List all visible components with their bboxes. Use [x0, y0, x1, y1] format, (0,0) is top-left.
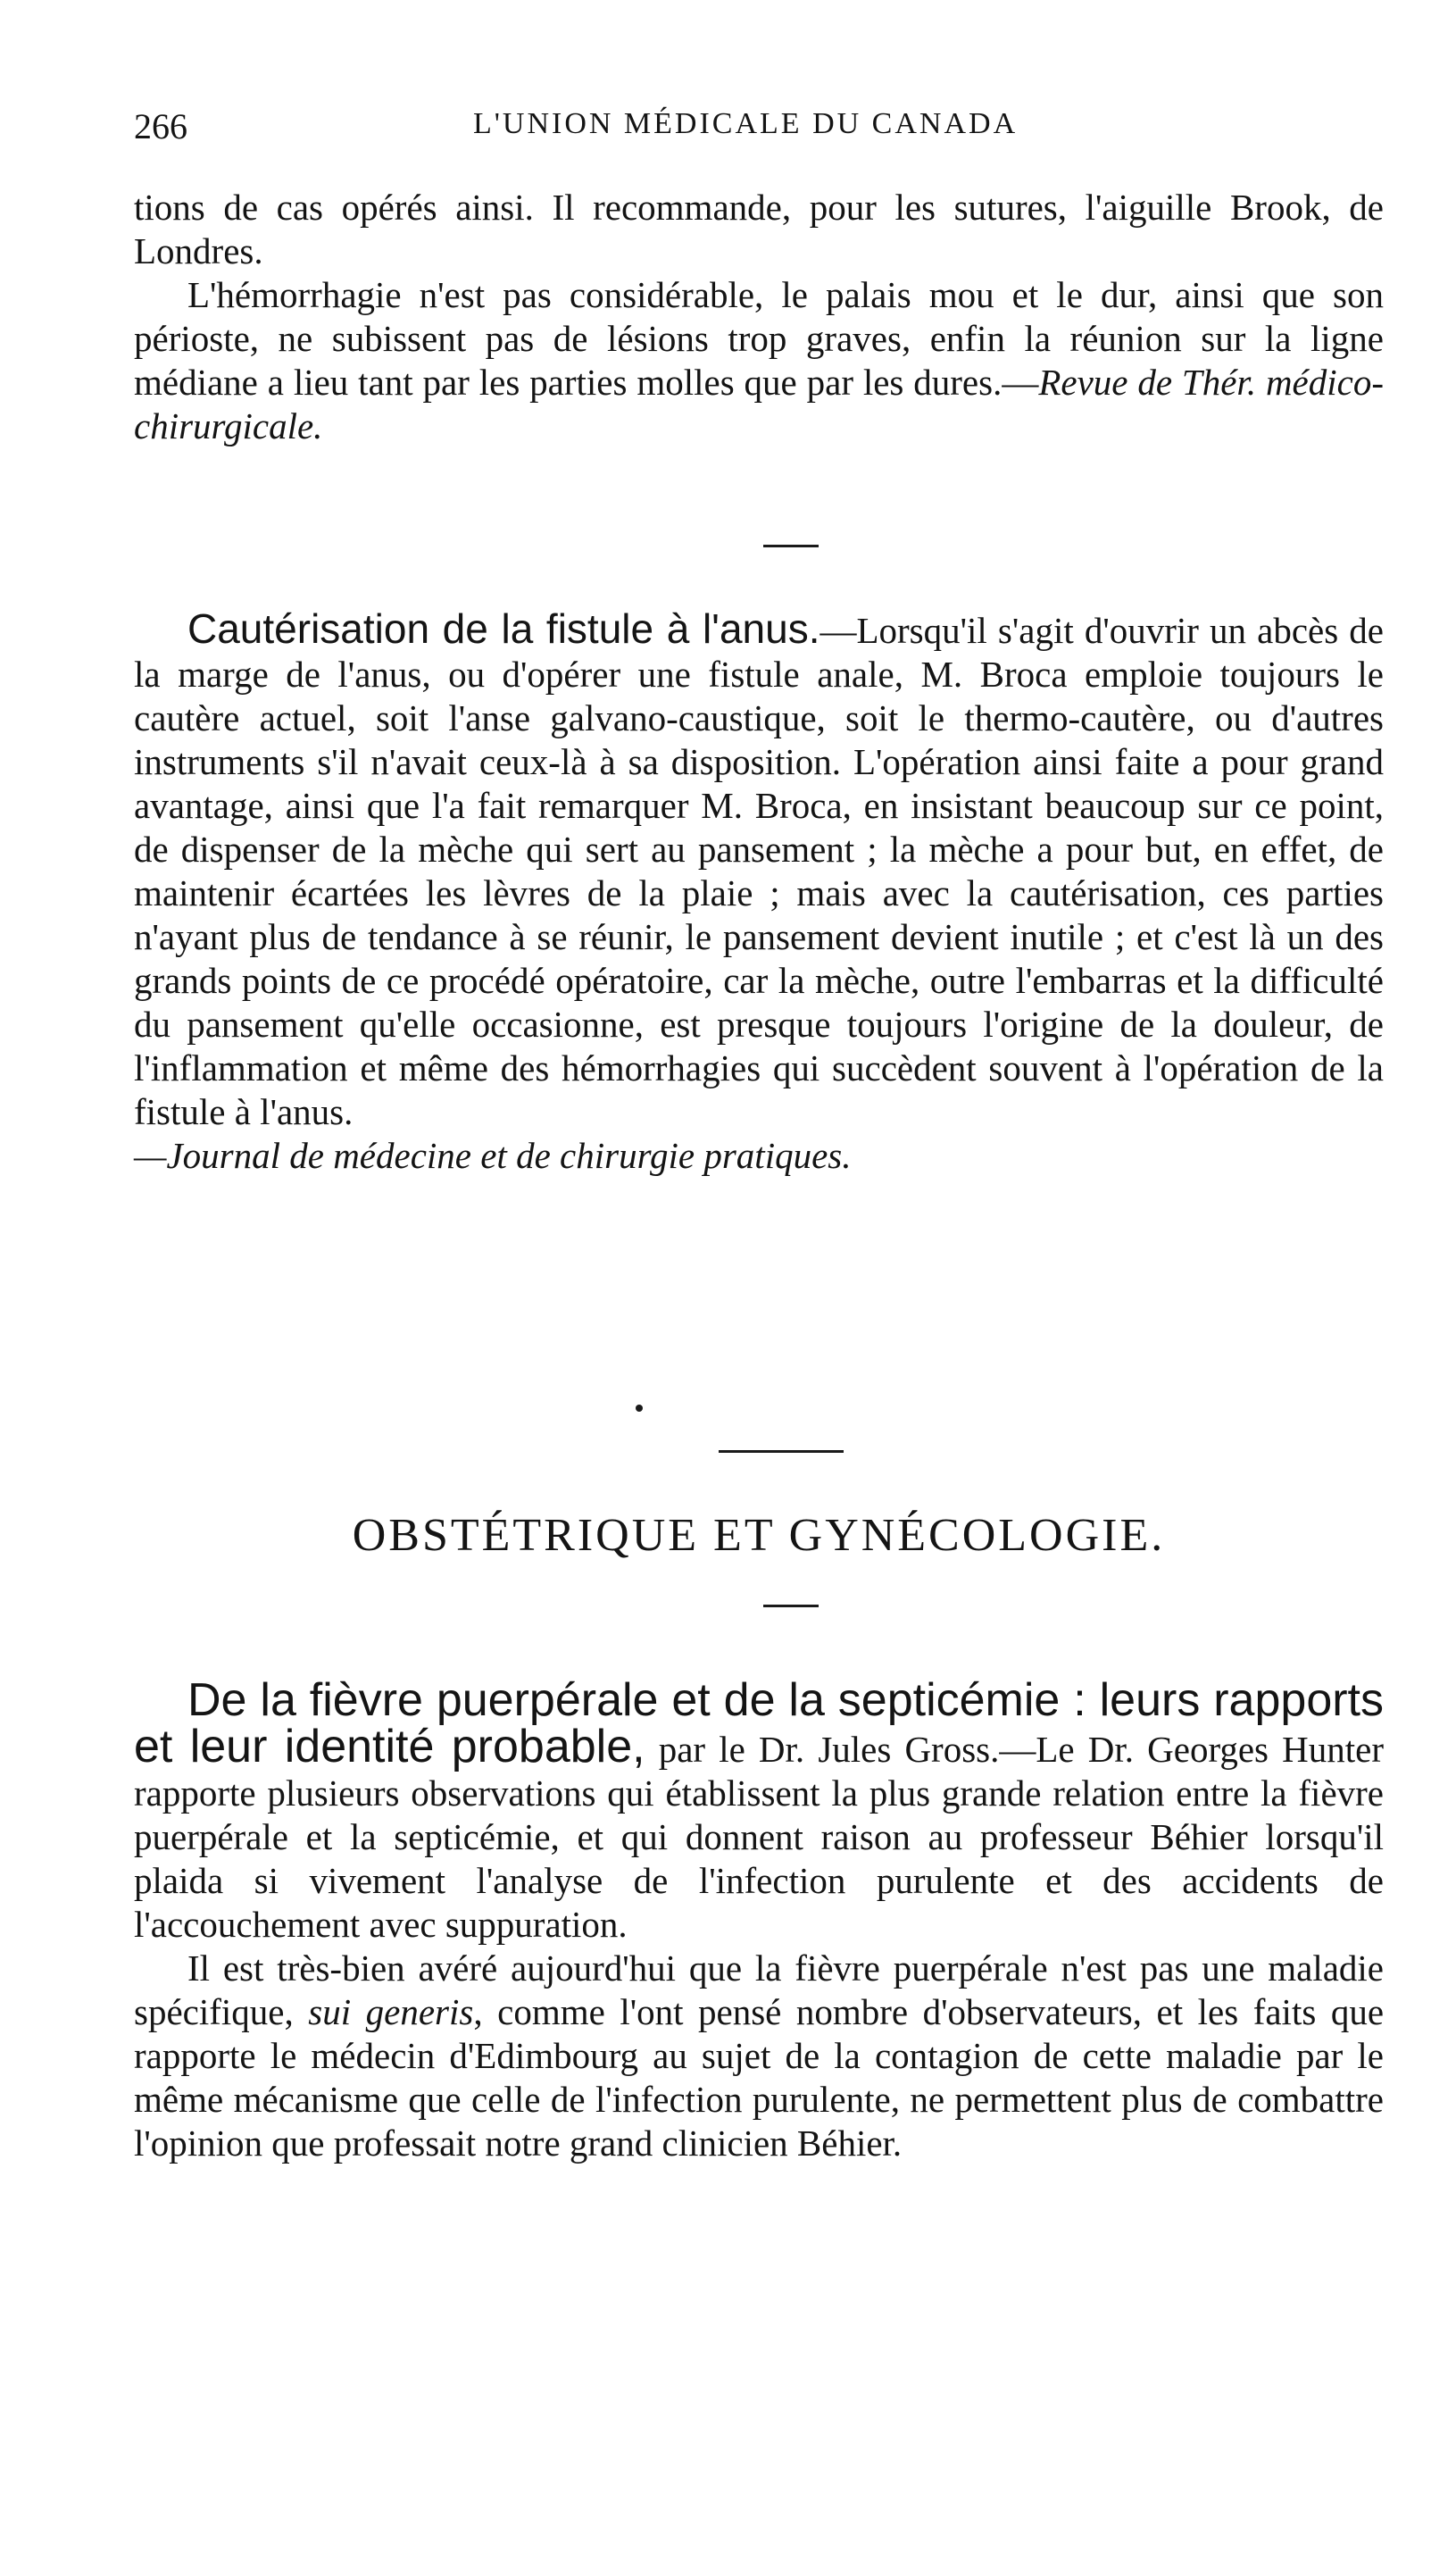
section-divider [763, 545, 819, 547]
running-head: L'UNION MÉDICALE DU CANADA [473, 107, 1019, 140]
continuation-paragraph-2 [134, 273, 1384, 448]
continuation-paragraph-2-text: L'hémorrhagie n'est pas considérable, le palais mou et le dur, ainsi que son périoste, ne subissent pas de lésions trop graves, enfin la réunion sur la ligne médiane a lieu tant par les parties molles que par les dures.— [134, 274, 1384, 403]
article-cauterisation-source: —Journal de médecine et de chirurgie pratiques. [134, 1135, 852, 1176]
continuation-source: Revue de Thér. médico-chirurgicale. [134, 362, 1384, 446]
article-fievre-byline: par le Dr. Jules Gross. [645, 1729, 1000, 1770]
article-fievre-paragraph-2 [134, 1947, 1384, 2165]
article-fievre [134, 1674, 1385, 2165]
continuation-paragraph-1: tions de cas opérés ainsi. Il recommande, pour les sutures, l'aiguille Brook, de Londres. [134, 187, 1384, 271]
section-divider-long [719, 1450, 844, 1453]
section-divider-short [763, 1605, 819, 1607]
article-cauterisation [134, 607, 1384, 1178]
article-fievre-paragraph-2-b: , comme l'ont pensé nombre d'observateurs, et les faits que rapporte le médecin d'Edimbourg au sujet de la contagion de cette maladie par le même mécanisme que celle de l'infection purulente, ne permettent plus de combattre l'opinion que professait notre grand clinicien Béhier. [134, 1991, 1385, 2164]
article-fievre-body: —Le Dr. Georges Hunter rapporte plusieurs observations qui établissent la plus grande relation entre la fièvre puerpérale et la septicémie, et qui donnent raison au professeur Béhier lorsqu'il plaida si vivement l'analyse de l'infection purulente et des accidents de l'accouchement avec suppuration. [134, 1729, 1384, 1945]
page-header [134, 105, 1384, 159]
article-cauterisation-title: Cautérisation de la fistule à l'anus. [187, 605, 820, 652]
section-heading: OBSTÉTRIQUE ET GYNÉCOLOGIE. [352, 1510, 1166, 1561]
page-number: 266 [134, 106, 187, 146]
article-fievre-paragraph-2-a: Il est très-bien avéré aujourd'hui que la fièvre puerpérale n'est pas une maladie spécifique, [134, 1947, 1384, 2032]
article-fievre-latin: sui generis [308, 1991, 474, 2032]
article-fievre-title: De la fièvre puerpérale et de la septicémie : leurs rapports et leur identité probable, [134, 1674, 1384, 1772]
article-cauterisation-paragraph [134, 607, 1384, 1134]
article-cauterisation-body: —Lorsqu'il s'agit d'ouvrir un abcès de la marge de l'anus, ou d'opérer une fistule anale, M. Broca emploie toujours le cautère actuel, soit l'anse galvano-caustique, soit le thermo-cautère, ou d'autres instruments s'il n'avait ceux-là à sa disposition. L'opération ainsi faite a pour grand avantage, ainsi que l'a fait remarquer M. Broca, en insistant beaucoup sur ce point, de dispenser de la mèche qui sert au pansement ; la mèche a pour but, en effet, de maintenir écartées les lèvres de la plaie ; mais avec la cautérisation, ces parties n'ayant plus de tendance à se réunir, le pansement devient inutile ; et c'est là un des grands points de ce procédé opératoire, car la mèche, outre l'embarras et la difficulté du pansement qu'elle occasionne, est presque toujours l'origine de la douleur, de l'inflammation et même des hémorrhagies qui succèdent souvent à l'opération de la fistule à l'anus. [134, 610, 1385, 1132]
ornament-dot [636, 1405, 643, 1412]
continuation-text [134, 186, 1384, 448]
article-fievre-paragraph-1 [134, 1674, 1384, 1947]
